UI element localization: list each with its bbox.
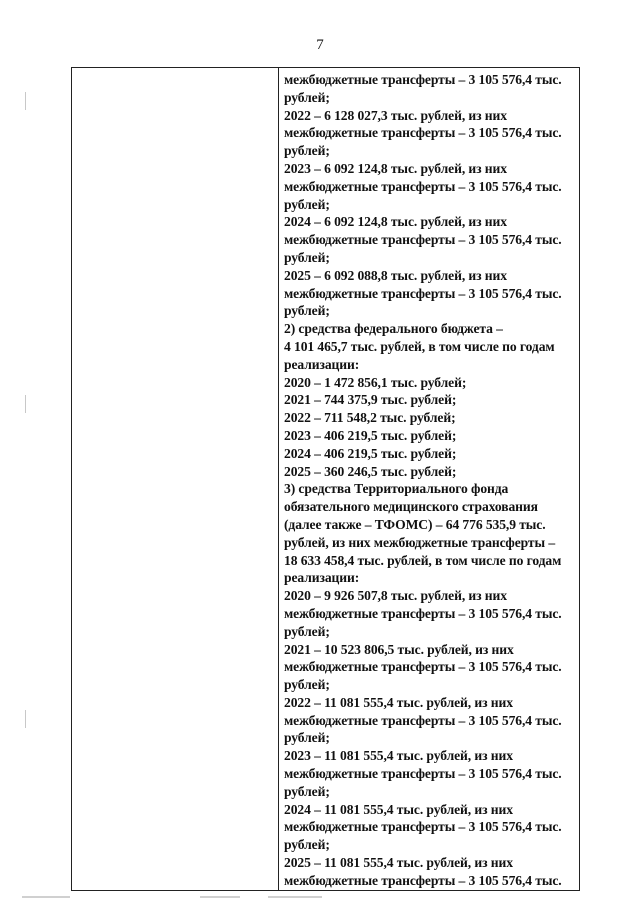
text-line: межбюджетные трансферты – 3 105 576,4 тыс.: [284, 605, 562, 621]
text-line: межбюджетные трансферты – 3 105 576,4 тыс.: [284, 285, 562, 301]
text-line: межбюджетные трансферты – 3 105 576,4 тыс.: [284, 819, 562, 835]
text-line: реализации:: [284, 570, 360, 586]
text-line: 2025 – 6 092 088,8 тыс. рублей, из них: [284, 267, 507, 283]
text-line: 2021 – 744 375,9 тыс. рублей;: [284, 392, 457, 408]
text-line: 2024 – 11 081 555,4 тыс. рублей, из них: [284, 801, 513, 817]
text-line: рублей;: [284, 196, 330, 212]
text-line: рублей;: [284, 730, 330, 746]
document-table: [71, 67, 580, 891]
text-line: 2024 – 6 092 124,8 тыс. рублей, из них: [284, 214, 507, 230]
text-line: межбюджетные трансферты – 3 105 576,4 тыс.: [284, 712, 562, 728]
text-line: (далее также – ТФОМС) – 64 776 535,9 тыс.: [284, 516, 546, 532]
text-line: рублей;: [284, 143, 330, 159]
text-line: 2023 – 406 219,5 тыс. рублей;: [284, 427, 457, 443]
text-line: 2023 – 11 081 555,4 тыс. рублей, из них: [284, 748, 513, 764]
text-line: рублей;: [284, 623, 330, 639]
text-line: рублей;: [284, 303, 330, 319]
text-line: 3) средства Территориального фонда: [284, 481, 509, 497]
scan-artifact: [268, 896, 322, 898]
page-number: 7: [316, 37, 324, 53]
text-line: рублей;: [284, 783, 330, 799]
text-line: рублей, из них межбюджетные трансферты –: [284, 534, 556, 550]
table-cell-funding-text: [279, 68, 580, 891]
scan-artifact: [22, 896, 70, 898]
text-line: обязательного медицинского страхования: [284, 499, 538, 515]
text-line: 2020 – 1 472 856,1 тыс. рублей;: [284, 374, 467, 390]
scan-artifact: [25, 710, 26, 728]
text-line: рублей;: [284, 837, 330, 853]
table-row: [72, 68, 580, 891]
text-line: 2022 – 711 548,2 тыс. рублей;: [284, 410, 456, 426]
text-line: 2021 – 10 523 806,5 тыс. рублей, из них: [284, 641, 514, 657]
text-line: межбюджетные трансферты – 3 105 576,4 тыс.: [284, 232, 562, 248]
text-line: 2020 – 9 926 507,8 тыс. рублей, из них: [284, 588, 507, 604]
scan-artifact: [25, 92, 26, 110]
text-line: межбюджетные трансферты – 3 105 576,4 тыс.: [284, 125, 562, 141]
text-line: межбюджетные трансферты – 3 105 576,4 тыс.: [284, 659, 562, 675]
text-line: межбюджетные трансферты – 3 105 576,4 тыс.: [284, 872, 562, 888]
text-line: рублей;: [284, 89, 330, 105]
scan-artifact: [200, 896, 240, 898]
text-line: 2024 – 406 219,5 тыс. рублей;: [284, 445, 457, 461]
text-line: 2) средства федерального бюджета –: [284, 321, 503, 337]
text-line: 18 633 458,4 тыс. рублей, в том числе по годам: [284, 552, 562, 568]
text-line: реализации:: [284, 356, 360, 372]
text-line: межбюджетные трансферты – 3 105 576,4 тыс.: [284, 766, 562, 782]
text-line: рублей;: [284, 249, 330, 265]
text-line: 2023 – 6 092 124,8 тыс. рублей, из них: [284, 160, 507, 176]
scan-artifact: [25, 395, 26, 413]
text-line: межбюджетные трансферты – 3 105 576,4 тыс.: [284, 72, 562, 87]
funding-text-block: [284, 71, 575, 890]
text-line: 2022 – 6 128 027,3 тыс. рублей, из них: [284, 107, 507, 123]
text-line: 2025 – 360 246,5 тыс. рублей;: [284, 463, 457, 479]
text-line: 4 101 465,7 тыс. рублей, в том числе по годам: [284, 338, 555, 354]
text-line: 2022 – 11 081 555,4 тыс. рублей, из них: [284, 694, 513, 710]
text-line: межбюджетные трансферты – 3 105 576,4 тыс.: [284, 178, 562, 194]
text-line: рублей;: [284, 677, 330, 693]
text-line: 2025 – 11 081 555,4 тыс. рублей, из них: [284, 855, 513, 871]
table-cell-empty: [72, 68, 279, 891]
